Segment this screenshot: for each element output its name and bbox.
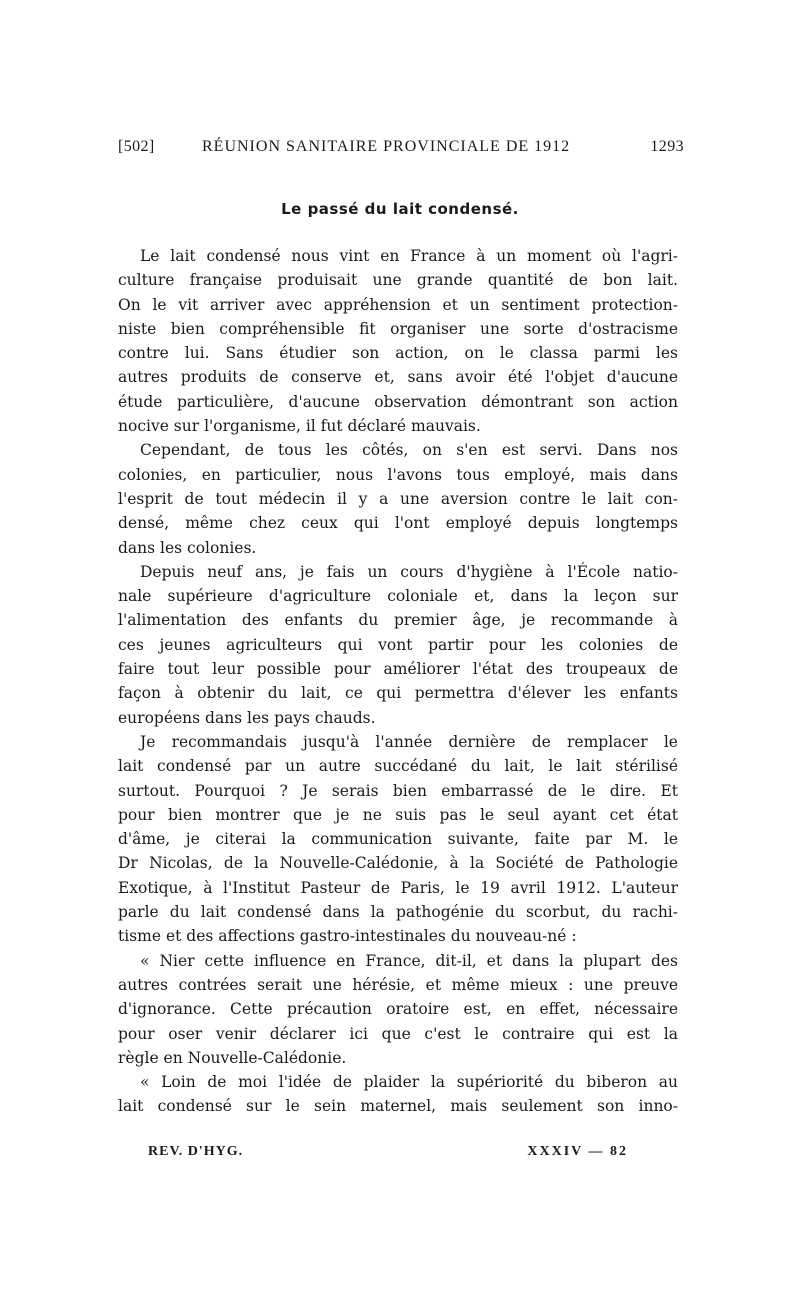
text-line: nale supérieure d'agriculture coloniale et, dans la leçon sur — [118, 587, 678, 606]
running-header — [118, 138, 684, 164]
text-line: culture française produisait une grande quantité de bon lait. — [118, 271, 678, 290]
text-line: Le lait condensé nous vint en France à un moment où l'agri- — [140, 247, 678, 265]
text-line: règle en Nouvelle-Calédonie. — [118, 1048, 347, 1067]
text-line: tisme et des affections gastro-intestinales du nouveau-né : — [118, 927, 577, 946]
text-line: surtout. Pourquoi ? Je serais bien embarrassé de le dire. Et — [118, 781, 678, 800]
page-footer — [148, 1144, 628, 1166]
text-line: nocive sur l'organisme, il fut déclaré mauvais. — [118, 417, 481, 436]
text-line: ces jeunes agriculteurs qui vont partir pour les colonies de — [118, 635, 678, 654]
text-line: faire tout leur possible pour améliorer l'état des troupeaux de — [118, 660, 678, 679]
text-line: Depuis neuf ans, je fais un cours d'hygiène à l'École natio- — [140, 562, 678, 581]
text-line: Dr Nicolas, de la Nouvelle-Calédonie, à la Société de Pathologie — [118, 854, 678, 873]
text-line: européens dans les pays chauds. — [118, 708, 376, 727]
text-line: façon à obtenir du lait, ce qui permettra d'élever les enfants — [118, 684, 678, 703]
text-line: « Loin de moi l'idée de plaider la supériorité du biberon au — [140, 1073, 678, 1092]
text-line: densé, même chez ceux qui l'ont employé depuis longtemps — [118, 514, 678, 533]
text-line: niste bien compréhensible fit organiser une sorte d'ostracisme — [118, 319, 678, 338]
text-line: contre lui. Sans étudier son action, on le classa parmi les — [118, 344, 678, 363]
text-line: colonies, en particulier, nous l'avons tous employé, mais dans — [118, 465, 678, 484]
text-line: autres produits de conserve et, sans avoir été l'objet d'aucune — [118, 368, 678, 387]
signature-mark: XXXIV — 82 — [527, 1144, 628, 1159]
text-line: On le vit arriver avec appréhension et un sentiment protection- — [118, 295, 678, 314]
text-line: Je recommandais jusqu'à l'année dernière de remplacer le — [140, 732, 678, 751]
text-line: Cependant, de tous les côtés, on s'en est servi. Dans nos — [140, 441, 678, 460]
text-line: étude particulière, d'aucune observation démontrant son action — [118, 392, 678, 411]
text-line: d'ignorance. Cette précaution oratoire est, en effet, nécessaire — [118, 1000, 678, 1019]
text-line: parle du lait condensé dans la pathogénie du scorbut, du rachi- — [118, 903, 678, 922]
running-title: RÉUNION SANITAIRE PROVINCIALE DE 1912 — [202, 138, 571, 155]
section-title: Le passé du lait condensé. — [281, 200, 519, 218]
text-line: dans les colonies. — [118, 538, 257, 557]
text-line: l'alimentation des enfants du premier âge, je recommande à — [118, 611, 678, 630]
text-line: lait condensé sur le sein maternel, mais seulement son inno- — [118, 1097, 678, 1116]
text-line: autres contrées serait une hérésie, et même mieux : une preuve — [118, 975, 678, 994]
page-reference: [502] — [118, 138, 155, 155]
text-line: d'âme, je citerai la communication suivante, faite par M. le — [118, 830, 678, 849]
journal-abbreviation: REV. D'HYG. — [148, 1144, 244, 1159]
text-line: Exotique, à l'Institut Pasteur de Paris, le 19 avril 1912. L'auteur — [118, 878, 678, 897]
text-line: l'esprit de tout médecin il y a une aversion contre le lait con- — [118, 489, 678, 508]
page-number: 1293 — [650, 138, 684, 155]
text-line: lait condensé par un autre succédané du lait, le lait stérilisé — [118, 757, 678, 776]
text-line: pour oser venir déclarer ici que c'est le contraire qui est la — [118, 1024, 678, 1043]
text-line: pour bien montrer que je ne suis pas le seul ayant cet état — [118, 805, 678, 824]
body-text — [118, 244, 678, 1119]
text-line: « Nier cette influence en France, dit-il, et dans la plupart des — [140, 951, 678, 970]
